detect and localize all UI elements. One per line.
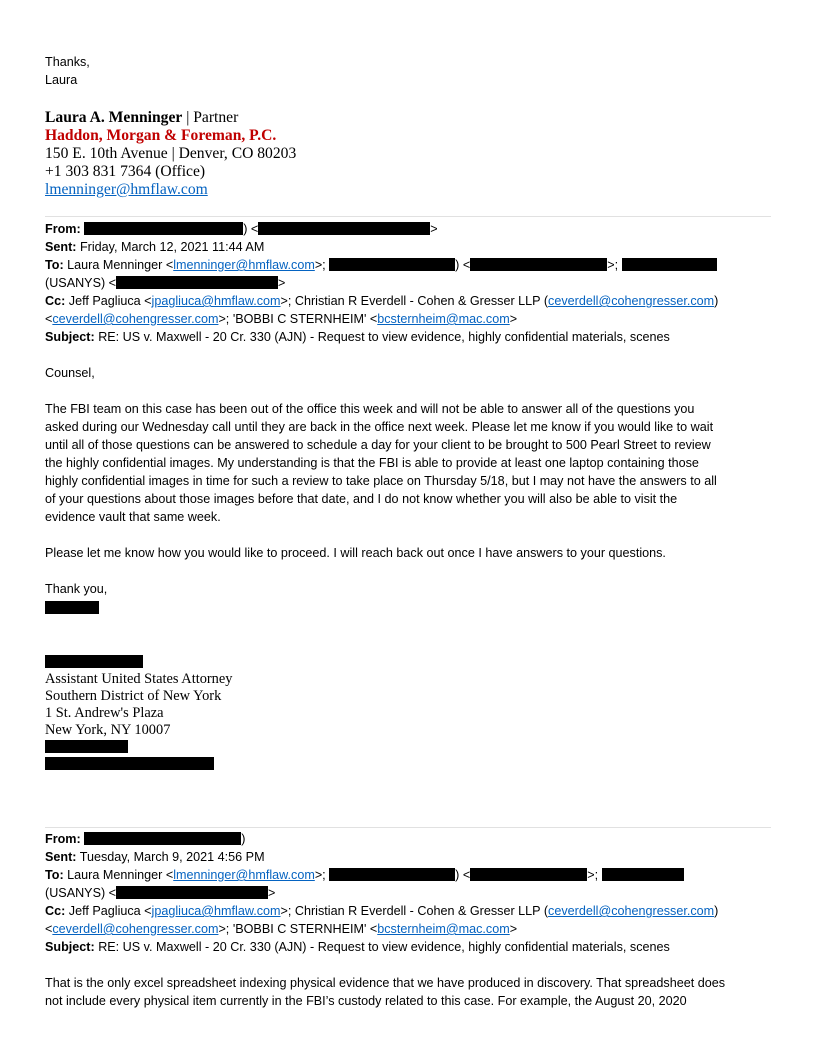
closing-thanks: Thanks, [45, 55, 90, 69]
email1-cc-line-2: <ceverdell@cohengresser.com>; 'BOBBI C STERNHEIM' <bcsternheim@mac.com> [45, 312, 518, 326]
redaction [258, 222, 430, 235]
signature-name-line [45, 109, 238, 127]
body-line: evidence vault that same week. [45, 510, 221, 524]
email2-cc-line-2: <ceverdell@cohengresser.com>; 'BOBBI C STERNHEIM' <bcsternheim@mac.com> [45, 922, 518, 936]
email2-cc-name3: 'BOBBI C STERNHEIM' [232, 922, 367, 936]
email1-cc-email2b-link[interactable]: ceverdell@cohengresser.com [52, 312, 219, 326]
signature-email-link[interactable]: lmenninger@hmflaw.com [45, 181, 208, 198]
redaction [45, 757, 214, 770]
email2-cc-label: Cc: [45, 904, 66, 918]
signature-email-line [45, 181, 208, 199]
ausa-title: Assistant United States Attorney [45, 671, 233, 687]
ausa-city: New York, NY 10007 [45, 722, 171, 738]
redaction [622, 258, 717, 271]
email2-body-paragraph [45, 974, 771, 1010]
redaction [84, 222, 243, 235]
header-divider [45, 827, 771, 828]
email2-cc-email1-link[interactable]: jpagliuca@hmflaw.com [151, 904, 281, 918]
signature-address: 150 E. 10th Avenue | Denver, CO 80203 [45, 145, 297, 162]
body-line: asked during our Wednesday call until they are back in the office next week. Please let me know if you would like to wait [45, 420, 714, 434]
email2-cc-name1: Jeff Pagliuca [68, 904, 141, 918]
email1-to-email-link[interactable]: lmenninger@hmflaw.com [173, 258, 315, 272]
email2-cc-name2: Christian R Everdell - Cohen & Gresser LLP [294, 904, 541, 918]
email1-to-label: To: [45, 258, 64, 272]
redaction [84, 832, 241, 845]
email1-subject: RE: US v. Maxwell - 20 Cr. 330 (AJN) - Request to view evidence, highly confidential materials, scenes [98, 330, 670, 344]
email1-cc-name3: 'BOBBI C STERNHEIM' [232, 312, 367, 326]
email2-cc-line: Cc: Jeff Pagliuca <jpagliuca@hmflaw.com>; Christian R Everdell - Cohen & Gresser LLP (ceverdell@cohengresser.com) [45, 904, 719, 918]
redaction [116, 886, 268, 899]
email2-cc-email2b-link[interactable]: ceverdell@cohengresser.com [52, 922, 219, 936]
ausa-street: 1 St. Andrew's Plaza [45, 705, 164, 721]
email1-sent-label: Sent: [45, 240, 77, 254]
redaction [329, 258, 455, 271]
email1-body-paragraph [45, 400, 771, 526]
body-line: That is the only excel spreadsheet indexing physical evidence that we have produced in discovery. That spreadsheet does [45, 976, 726, 990]
email2-cc-email3-link[interactable]: bcsternheim@mac.com [377, 922, 510, 936]
redaction [116, 276, 278, 289]
email1-usanys: (USANYS) < [45, 276, 117, 290]
signature-title: Partner [193, 109, 239, 126]
closing-name: Laura [45, 73, 78, 87]
email1-thank-you: Thank you, [45, 582, 108, 596]
body-line: the highly confidential images. My understanding is that the FBI is able to provide at least one laptop containing those [45, 456, 699, 470]
redaction [45, 655, 143, 668]
redaction [329, 868, 455, 881]
email1-salutation: Counsel, [45, 366, 95, 380]
body-line: highly confidential images in time for such a review to take place on Thursday 5/18, but I may not have the answers to all [45, 474, 717, 488]
email1-from-line: From: ) < > [45, 222, 438, 236]
email2-cc-email2-link[interactable]: ceverdell@cohengresser.com [548, 904, 715, 918]
email1-sent-value: Friday, March 12, 2021 11:44 AM [79, 240, 265, 254]
email1-subject-line [45, 328, 670, 346]
redaction [470, 258, 607, 271]
redaction [602, 868, 684, 881]
email2-to-line: To: Laura Menninger <lmenninger@hmflaw.com>; ) < >; [45, 866, 684, 884]
email1-body-paragraph-2: Please let me know how you would like to proceed. I will reach back out once I have answers to your questions. [45, 546, 666, 560]
email1-from-label: From: [45, 222, 81, 236]
body-line: The FBI team on this case has been out of the office this week and will not be able to answer all of the questions you [45, 402, 695, 416]
email1-cc-email3-link[interactable]: bcsternheim@mac.com [377, 312, 510, 326]
email2-subject-line [45, 938, 670, 956]
signature-name: Laura A. Menninger [45, 109, 183, 126]
redaction [45, 740, 128, 753]
body-line: not include every physical item currently in the FBI’s custody related to this case. For example, the August 20, 2020 [45, 994, 687, 1008]
email1-subject-label: Subject: [45, 330, 95, 344]
signature-separator: | [182, 109, 194, 126]
email2-to-name: Laura Menninger [67, 868, 163, 882]
redaction [45, 601, 99, 614]
ausa-district: Southern District of New York [45, 688, 222, 704]
email1-sent-line [45, 238, 264, 256]
email2-to-line-2: (USANYS) < > [45, 886, 276, 900]
email1-cc-line: Cc: Jeff Pagliuca <jpagliuca@hmflaw.com>; Christian R Everdell - Cohen & Gresser LLP (ceverdell@cohengresser.com) [45, 294, 719, 308]
email2-from-line: From: ) [45, 832, 246, 846]
signature-phone: +1 303 831 7364 (Office) [45, 163, 206, 180]
email1-to-name: Laura Menninger [67, 258, 163, 272]
header-divider [45, 216, 771, 217]
email1-cc-email1-link[interactable]: jpagliuca@hmflaw.com [151, 294, 281, 308]
signature-firm: Haddon, Morgan & Foreman, P.C. [45, 127, 277, 144]
body-line: until all of those questions can be answered to schedule a day for your client to be brought to 500 Pearl Street to review [45, 438, 711, 452]
email1-cc-name2: Christian R Everdell - Cohen & Gresser LLP [294, 294, 541, 308]
email1-to-line-2: (USANYS) < > [45, 276, 286, 290]
email2-subject-label: Subject: [45, 940, 95, 954]
redaction [470, 868, 587, 881]
email2-sent-line [45, 848, 265, 866]
email2-to-email-link[interactable]: lmenninger@hmflaw.com [173, 868, 315, 882]
email2-to-label: To: [45, 868, 64, 882]
email2-subject: RE: US v. Maxwell - 20 Cr. 330 (AJN) - Request to view evidence, highly confidential materials, scenes [98, 940, 670, 954]
body-line: of your questions about those images before that date, and I do not know whether you will also be able to visit the [45, 492, 678, 506]
email2-sent-label: Sent: [45, 850, 77, 864]
email1-cc-email2-link[interactable]: ceverdell@cohengresser.com [548, 294, 715, 308]
email2-usanys: (USANYS) < [45, 886, 117, 900]
email2-from-label: From: [45, 832, 81, 846]
email2-sent-value: Tuesday, March 9, 2021 4:56 PM [79, 850, 265, 864]
email1-to-line: To: Laura Menninger <lmenninger@hmflaw.com>; ) < >; [45, 256, 717, 274]
email1-cc-name1: Jeff Pagliuca [68, 294, 141, 308]
email1-cc-label: Cc: [45, 294, 66, 308]
